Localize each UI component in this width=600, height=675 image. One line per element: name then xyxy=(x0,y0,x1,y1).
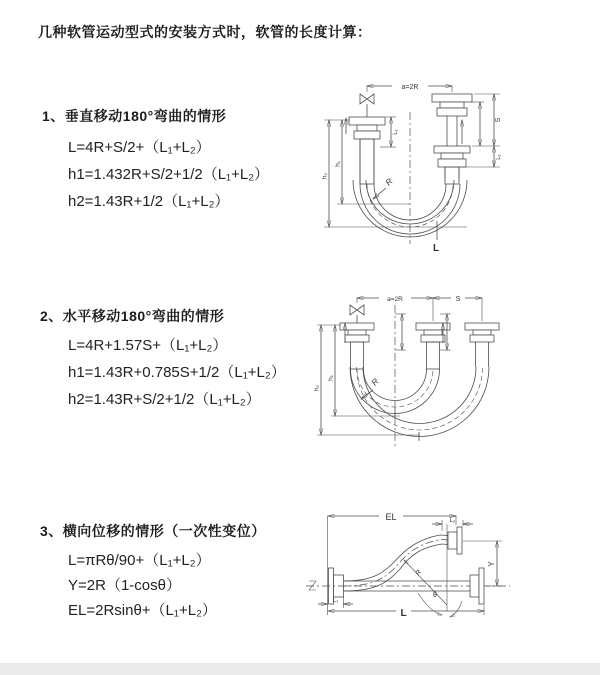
d1-dim-a2r-label: a=2R xyxy=(401,84,419,91)
d1-length-label xyxy=(433,221,439,254)
section2-formula-h1: h1=1.43R+0.785S+1/2（L₁+L₂） xyxy=(68,364,286,381)
section2-formula-h2: h2=1.43R+S/2+1/2（L₁+L₂） xyxy=(68,391,261,408)
d1-l-label: L xyxy=(433,243,440,254)
d1-radius-callout xyxy=(373,176,395,199)
section3-heading: 3、横向位移的情形（一次性变位） xyxy=(40,523,266,539)
d3-dim-l1-label: L₁ xyxy=(332,598,339,604)
valve-icon xyxy=(360,94,374,117)
d3-theta-label: θ xyxy=(433,592,437,599)
d1-left-fitting xyxy=(346,117,385,184)
page-title: 几种软管运动型式的安装方式时，软管的长度计算： xyxy=(38,24,372,40)
d3-radius-label: R xyxy=(414,568,424,578)
d1-dim-l1-label: L₁ xyxy=(393,129,399,135)
valve-icon xyxy=(350,305,364,323)
section3-formula-L: L=πRθ/90+（L₁+L₂） xyxy=(68,552,211,569)
section1-formula-h1: h1=1.432R+S/2+1/2（L₁+L₂） xyxy=(68,166,270,183)
section3-formula-Y: Y=2R（1-cosθ） xyxy=(68,577,181,594)
diagram-lateral-displacement xyxy=(300,498,600,648)
d1-dim-s-label: S xyxy=(495,117,502,123)
diagram-horizontal-180-bend xyxy=(305,283,600,473)
section3-formula-EL: EL=2Rsinθ+（L₁+L₂） xyxy=(68,602,217,619)
d1-dim-l1b-label: L₁ xyxy=(496,154,502,160)
d3-l2-dimension xyxy=(432,518,473,531)
d3-dim-l-label: L xyxy=(400,608,407,619)
d1-dim-h2-label: h₂ xyxy=(321,172,329,180)
d1-right-fitting xyxy=(432,94,472,184)
section2-heading: 2、水平移动180°弯曲的情形 xyxy=(40,308,225,324)
d3-l-dimension xyxy=(328,605,484,619)
section1-heading: 1、垂直移动180°弯曲的情形 xyxy=(42,108,227,124)
d3-curved-hose xyxy=(344,527,463,591)
section2-formula-L: L=4R+1.57S+（L₁+L₂） xyxy=(68,337,228,354)
d1-top-dimension xyxy=(367,84,452,92)
d1-s-dimension xyxy=(461,94,502,167)
d2-fittings xyxy=(340,323,499,369)
d2-dim-h1-label: h₁ xyxy=(327,375,335,381)
d2-dim-h2-label: h₂ xyxy=(313,384,321,392)
d3-el-dimension xyxy=(328,512,457,615)
d3-dim-y-label: Y xyxy=(487,561,496,567)
d1-radius-label: R xyxy=(383,176,395,188)
d1-dim-h1-label: h₁ xyxy=(334,161,342,167)
section1-formula-L: L=4R+S/2+（L₁+L₂） xyxy=(68,139,211,156)
d3-dim-l2-label: L₂ xyxy=(449,518,456,524)
d2-dim-a2r-label: a=2R xyxy=(387,296,403,303)
diagram-vertical-180-bend xyxy=(310,72,595,257)
d2-radius-label: R xyxy=(369,376,381,388)
d2-top-dimensions xyxy=(357,296,482,321)
d2-dim-s-label: S xyxy=(455,296,461,303)
section1-formula-h2: h2=1.43R+1/2（L₁+L₂） xyxy=(68,193,230,210)
d3-dim-el-label: EL xyxy=(385,512,397,522)
d3-l1-dimension xyxy=(318,597,353,608)
page-bottom-edge xyxy=(0,663,600,675)
